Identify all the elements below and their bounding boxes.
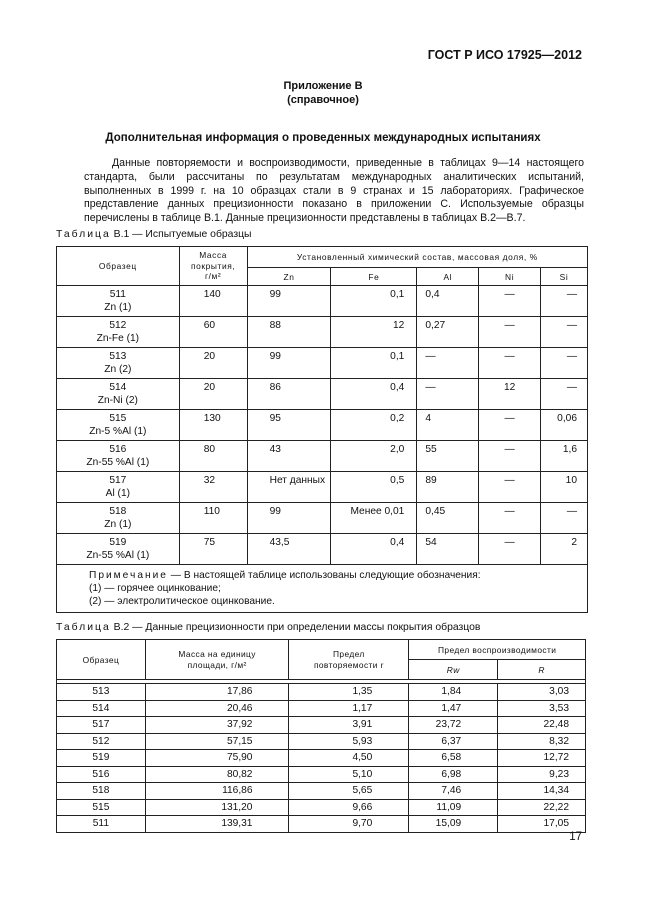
cell-repeatability: 1,35 [289, 684, 409, 701]
col-al: Al [417, 268, 479, 286]
cell-R: 3,53 [498, 700, 586, 717]
cell-fe: 0,1 [331, 286, 417, 317]
cell-ni: — [479, 503, 541, 534]
specimens-table [56, 246, 588, 613]
table-row [57, 766, 586, 783]
sample-id: 519 [109, 537, 127, 548]
sample-name: Zn-55 %Al (1) [86, 456, 150, 468]
table-row [57, 733, 586, 750]
col2-mass-l1: Масса на единицу [178, 648, 256, 659]
col2-rep-l1: Предел [333, 648, 365, 659]
col-mass-l2: покрытия, [190, 260, 236, 271]
cell-fe: Менее 0,01 [331, 503, 417, 534]
cell-mass: 20 [179, 348, 247, 379]
cell-sample [57, 379, 180, 410]
annex-subtitle: (справочное) [287, 94, 359, 106]
cell-fe: 0,2 [331, 410, 417, 441]
cell-repeatability: 5,65 [289, 783, 409, 800]
cell-R: 22,48 [498, 717, 586, 734]
cell-si: 10 [541, 472, 588, 503]
cell-al: — [417, 379, 479, 410]
cell-si: 0,06 [541, 410, 588, 441]
cell-rw: 15,09 [409, 816, 498, 833]
cell-sample: 519 [57, 750, 146, 767]
cell-al: 55 [417, 441, 479, 472]
cell-al: 54 [417, 534, 479, 565]
table-row [57, 783, 586, 800]
table-row [57, 750, 586, 767]
col-mass-l1: Масса [199, 250, 228, 261]
table-row [57, 472, 588, 503]
cell-sample: 515 [57, 799, 146, 816]
cell-repeatability: 5,93 [289, 733, 409, 750]
cell-mass: 75,90 [145, 750, 289, 767]
cell-mass: 20,46 [145, 700, 289, 717]
table1-note [57, 565, 588, 613]
col-composition: Установленный химический состав, массовая доля, % [247, 247, 587, 268]
cell-ni: — [479, 286, 541, 317]
cell-R: 14,34 [498, 783, 586, 800]
cell-sample [57, 534, 180, 565]
cell-si: — [541, 317, 588, 348]
sample-name: Zn (1) [104, 518, 132, 530]
cell-zn: Нет данных [247, 472, 331, 503]
col2-R: R [498, 660, 586, 680]
cell-fe: 0,1 [331, 348, 417, 379]
sample-id: 514 [109, 382, 127, 393]
cell-fe: 0,5 [331, 472, 417, 503]
cell-si: 2 [541, 534, 588, 565]
cell-mass: 131,20 [145, 799, 289, 816]
col-sample: Образец [57, 247, 180, 286]
sample-id: 516 [109, 444, 127, 455]
precision-table [56, 639, 586, 833]
note-label: Примечание [89, 570, 168, 581]
table-row [57, 503, 588, 534]
table-row [57, 410, 588, 441]
cell-mass: 116,86 [145, 783, 289, 800]
table-row [57, 816, 586, 833]
cell-sample [57, 286, 180, 317]
table2-caption-label: Таблица [56, 622, 111, 633]
sample-id: 511 [109, 289, 126, 300]
cell-ni: — [479, 472, 541, 503]
cell-mass: 139,31 [145, 816, 289, 833]
cell-ni: — [479, 410, 541, 441]
sample-id: 518 [109, 506, 127, 517]
cell-rw: 23,72 [409, 717, 498, 734]
sample-name: Al (1) [105, 487, 131, 499]
table-row [57, 799, 586, 816]
table-row [57, 286, 588, 317]
col2-mass-l2: площади, г/м² [187, 659, 247, 670]
cell-ni: — [479, 534, 541, 565]
table1-caption-label: Таблица [56, 229, 111, 240]
cell-R: 17,05 [498, 816, 586, 833]
cell-fe: 2,0 [331, 441, 417, 472]
cell-al: 0,27 [417, 317, 479, 348]
table-row [57, 317, 588, 348]
col-zn: Zn [247, 268, 331, 286]
cell-al: 0,45 [417, 503, 479, 534]
cell-rw: 1,47 [409, 700, 498, 717]
col-ni: Ni [479, 268, 541, 286]
cell-mass: 60 [179, 317, 247, 348]
table2-caption-text: В.2 — Данные прецизионности при определении массы покрытия образцов [113, 622, 481, 633]
cell-rw: 1,84 [409, 684, 498, 701]
table-row [57, 684, 586, 701]
col2-repeatability [289, 640, 409, 680]
note-text: — В настоящей таблице использованы следующие обозначения: [167, 570, 481, 581]
cell-fe: 0,4 [331, 379, 417, 410]
cell-rw: 6,98 [409, 766, 498, 783]
cell-fe: 12 [331, 317, 417, 348]
cell-repeatability: 3,91 [289, 717, 409, 734]
cell-sample: 517 [57, 717, 146, 734]
table1-caption-text: В.1 — Испытуемые образцы [113, 229, 252, 240]
cell-zn: 95 [247, 410, 331, 441]
sample-name: Zn-Fe (1) [96, 332, 140, 344]
sample-name: Zn-55 %Al (1) [86, 549, 150, 561]
cell-repeatability: 1,17 [289, 700, 409, 717]
cell-mass: 32 [179, 472, 247, 503]
cell-al: — [417, 348, 479, 379]
table2-caption [56, 622, 480, 633]
note-line-hot: (1) — горячее оцинкование; [89, 583, 221, 594]
cell-rw: 7,46 [409, 783, 498, 800]
cell-sample: 516 [57, 766, 146, 783]
sample-name: Zn-Ni (2) [97, 394, 138, 406]
table-row [57, 534, 588, 565]
cell-R: 12,72 [498, 750, 586, 767]
col-mass [179, 247, 247, 286]
intro-paragraph [84, 157, 584, 226]
cell-zn: 88 [247, 317, 331, 348]
cell-si: — [541, 286, 588, 317]
table-row [57, 379, 588, 410]
col-mass-l3: г/м² [204, 271, 222, 282]
cell-zn: 99 [247, 348, 331, 379]
cell-mass: 80 [179, 441, 247, 472]
sample-id: 513 [109, 351, 127, 362]
cell-sample [57, 410, 180, 441]
cell-sample [57, 348, 180, 379]
cell-sample: 514 [57, 700, 146, 717]
cell-R: 3,03 [498, 684, 586, 701]
cell-sample: 512 [57, 733, 146, 750]
col2-rw: Rw [409, 660, 498, 680]
cell-mass: 80,82 [145, 766, 289, 783]
cell-sample [57, 317, 180, 348]
sample-id: 515 [109, 413, 127, 424]
cell-mass: 17,86 [145, 684, 289, 701]
cell-mass: 130 [179, 410, 247, 441]
cell-ni: 12 [479, 379, 541, 410]
col-si: Si [541, 268, 588, 286]
intro-text: Данные повторяемости и воспроизводимости, приведенные в таблицах 9—14 настоящего стандарта, были рассчитаны по результатам международных аналитических испытаний, выполненных в 1999 г. на 10 образцах стали в 9 странах и 15 лабораториях. Графическое представление данных прецизионности показано в приложении С. Используемые образцы перечислены в таблице В.1. Данные прецизионности представлены в таблицах В.2—В.7. [84, 157, 584, 225]
col2-sample: Образец [57, 640, 146, 680]
cell-mass: 20 [179, 379, 247, 410]
table1-caption [56, 229, 252, 240]
cell-repeatability: 5,10 [289, 766, 409, 783]
cell-mass: 37,92 [145, 717, 289, 734]
cell-al: 4 [417, 410, 479, 441]
cell-si: — [541, 348, 588, 379]
table-row [57, 348, 588, 379]
cell-sample: 513 [57, 684, 146, 701]
cell-R: 8,32 [498, 733, 586, 750]
cell-zn: 43 [247, 441, 331, 472]
cell-mass: 57,15 [145, 733, 289, 750]
cell-fe: 0,4 [331, 534, 417, 565]
cell-repeatability: 9,66 [289, 799, 409, 816]
cell-si: — [541, 379, 588, 410]
sample-name: Zn (2) [104, 363, 132, 375]
note-first-line [89, 569, 587, 582]
cell-si: — [541, 503, 588, 534]
col2-mass [145, 640, 289, 680]
cell-sample [57, 441, 180, 472]
cell-sample: 511 [57, 816, 146, 833]
cell-ni: — [479, 441, 541, 472]
cell-rw: 6,58 [409, 750, 498, 767]
note-line-electro: (2) — электролитическое оцинкование. [89, 596, 275, 607]
standard-number: ГОСТ Р ИСО 17925—2012 [427, 48, 582, 62]
cell-sample [57, 472, 180, 503]
sample-name: Zn (1) [104, 301, 132, 313]
cell-zn: 86 [247, 379, 331, 410]
cell-R: 9,23 [498, 766, 586, 783]
cell-si: 1,6 [541, 441, 588, 472]
cell-sample [57, 503, 180, 534]
page-number: 17 [569, 831, 582, 843]
table-row [57, 441, 588, 472]
sample-id: 517 [109, 475, 127, 486]
col2-rep-l2: повторяемости r [313, 659, 384, 670]
annex-title: Приложение В [283, 80, 363, 92]
cell-mass: 140 [179, 286, 247, 317]
cell-repeatability: 9,70 [289, 816, 409, 833]
cell-R: 22,22 [498, 799, 586, 816]
cell-zn: 43,5 [247, 534, 331, 565]
section-heading: Дополнительная информация о проведенных международных испытаниях [105, 132, 541, 144]
table-row [57, 717, 586, 734]
col2-reproducibility: Предел воспроизводимости [409, 640, 586, 660]
sample-name: Zn-5 %Al (1) [89, 425, 147, 437]
cell-zn: 99 [247, 503, 331, 534]
cell-zn: 99 [247, 286, 331, 317]
table-row [57, 700, 586, 717]
cell-mass: 110 [179, 503, 247, 534]
sample-id: 512 [109, 320, 127, 331]
cell-rw: 11,09 [409, 799, 498, 816]
cell-ni: — [479, 317, 541, 348]
cell-ni: — [479, 348, 541, 379]
cell-al: 0,4 [417, 286, 479, 317]
cell-repeatability: 4,50 [289, 750, 409, 767]
cell-sample: 518 [57, 783, 146, 800]
cell-al: 89 [417, 472, 479, 503]
cell-mass: 75 [179, 534, 247, 565]
cell-rw: 6,37 [409, 733, 498, 750]
col-fe: Fe [331, 268, 417, 286]
